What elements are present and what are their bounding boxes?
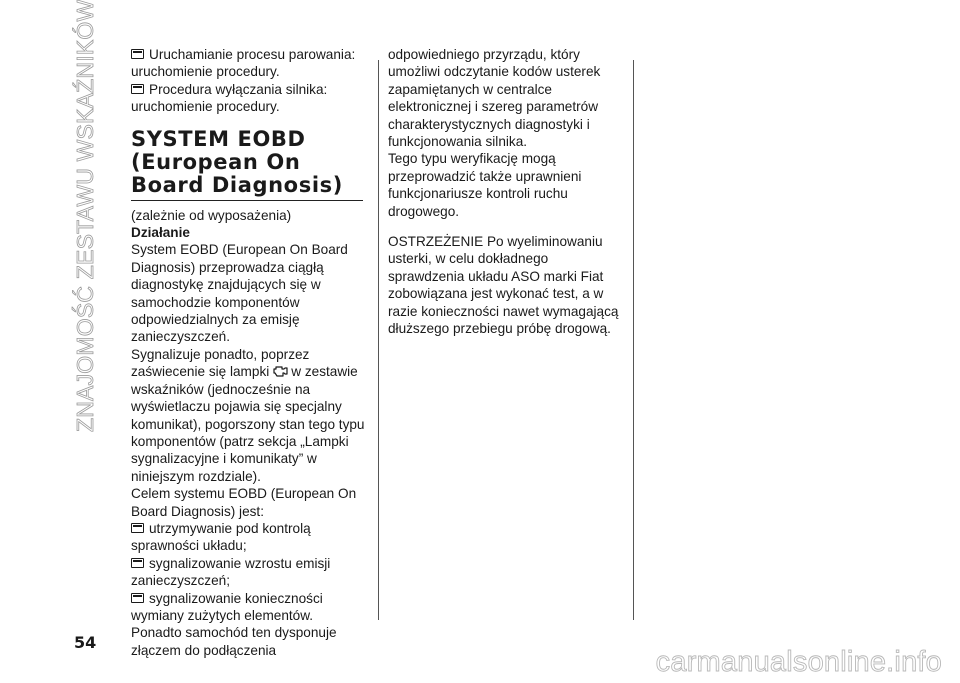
right-column bbox=[388, 46, 626, 338]
left-column bbox=[131, 46, 369, 659]
engine-warning-lamp-icon bbox=[272, 365, 288, 377]
paragraph: System EOBD (European On Board Diagnosis) przeprowadza ciągłą diagnostykę znajdujących się w samochodzie komponentów odpowiedzialnych za emisję zanieczyszczeń. bbox=[131, 242, 348, 345]
sidebar-section-title: ZNAJOMOŚĆ ZESTAWU WSKAŹNIKÓW bbox=[72, 0, 98, 432]
warning-paragraph: OSTRZEŻENIE Po wyeliminowaniu usterki, w celu dokładnego sprawdzenia układu ASO marki Fiat zobowiązana jest wykonać test, a w razie konieczności nawet wymagającą dłuższego przebiegu próbę drogową. bbox=[388, 234, 619, 337]
footer-watermark: carmanualsonline.info bbox=[655, 646, 942, 678]
list-item bbox=[131, 590, 369, 625]
paragraph: odpowiedniego przyrządu, który umożliwi odczytanie kodów usterek zapamiętanych w centralce elektronicznej i szereg parametrów charakterystycznych diagnostyki i funkcjonowania silnika. bbox=[388, 47, 601, 150]
list-item bbox=[131, 555, 369, 590]
heading-line: Board Diagnosis) bbox=[131, 172, 343, 197]
bullet-item bbox=[131, 46, 369, 63]
bullet-icon bbox=[131, 593, 144, 603]
page-number: 54 bbox=[74, 633, 97, 652]
paragraph: Celem systemu EOBD (European On Board Diagnosis) jest: bbox=[131, 486, 357, 519]
column-divider bbox=[633, 60, 634, 620]
heading-line: SYSTEM EOBD bbox=[131, 126, 306, 151]
bullet-item bbox=[131, 81, 369, 98]
paragraph-text: Sygnalizuje ponadto, poprzez zaświecenie się lampki bbox=[131, 346, 310, 380]
bullet-icon bbox=[131, 49, 144, 59]
paragraph: Ponadto samochód ten dysponuje złączem do podłączenia bbox=[131, 625, 337, 658]
paragraph-text: w zestawie wskaźników (jednocześnie na wyświetlaczu pojawia się specjalny komunikat), pogorszony stan tego typu komponentów (patrz sekcja „Lampki sygnalizacyjne i komunikaty” w niniejszym rozdziale). bbox=[131, 364, 365, 484]
list-item-text: utrzymywanie pod kontrolą sprawności układu; bbox=[131, 520, 311, 554]
bullet-continuation: uruchomienie procedury. bbox=[131, 64, 280, 80]
subheading: Działanie bbox=[131, 225, 190, 241]
subtitle: (zależnie od wyposażenia) bbox=[131, 207, 292, 223]
bullet-icon bbox=[131, 558, 144, 568]
section-heading bbox=[131, 128, 363, 201]
column-divider bbox=[378, 60, 379, 620]
list-item-text: sygnalizowanie konieczności wymiany zużytych elementów. bbox=[131, 590, 323, 623]
bullet-continuation: uruchomienie procedury. bbox=[131, 99, 280, 115]
list-item-text: sygnalizowanie wzrostu emisji zanieczyszczeń; bbox=[131, 555, 331, 589]
bullet-icon bbox=[131, 523, 144, 533]
paragraph: Tego typu weryfikację mogą przeprowadzić także uprawnieni funkcjonariusze kontroli ruchu drogowego. bbox=[388, 151, 582, 219]
bullet-text: Uruchamianie procesu parowania: bbox=[149, 47, 356, 62]
bullet-text: Procedura wyłączania silnika: bbox=[149, 81, 328, 97]
bullet-icon bbox=[131, 84, 144, 94]
paragraph bbox=[131, 346, 369, 485]
heading-line: (European On bbox=[131, 149, 301, 174]
list-item bbox=[131, 520, 369, 555]
